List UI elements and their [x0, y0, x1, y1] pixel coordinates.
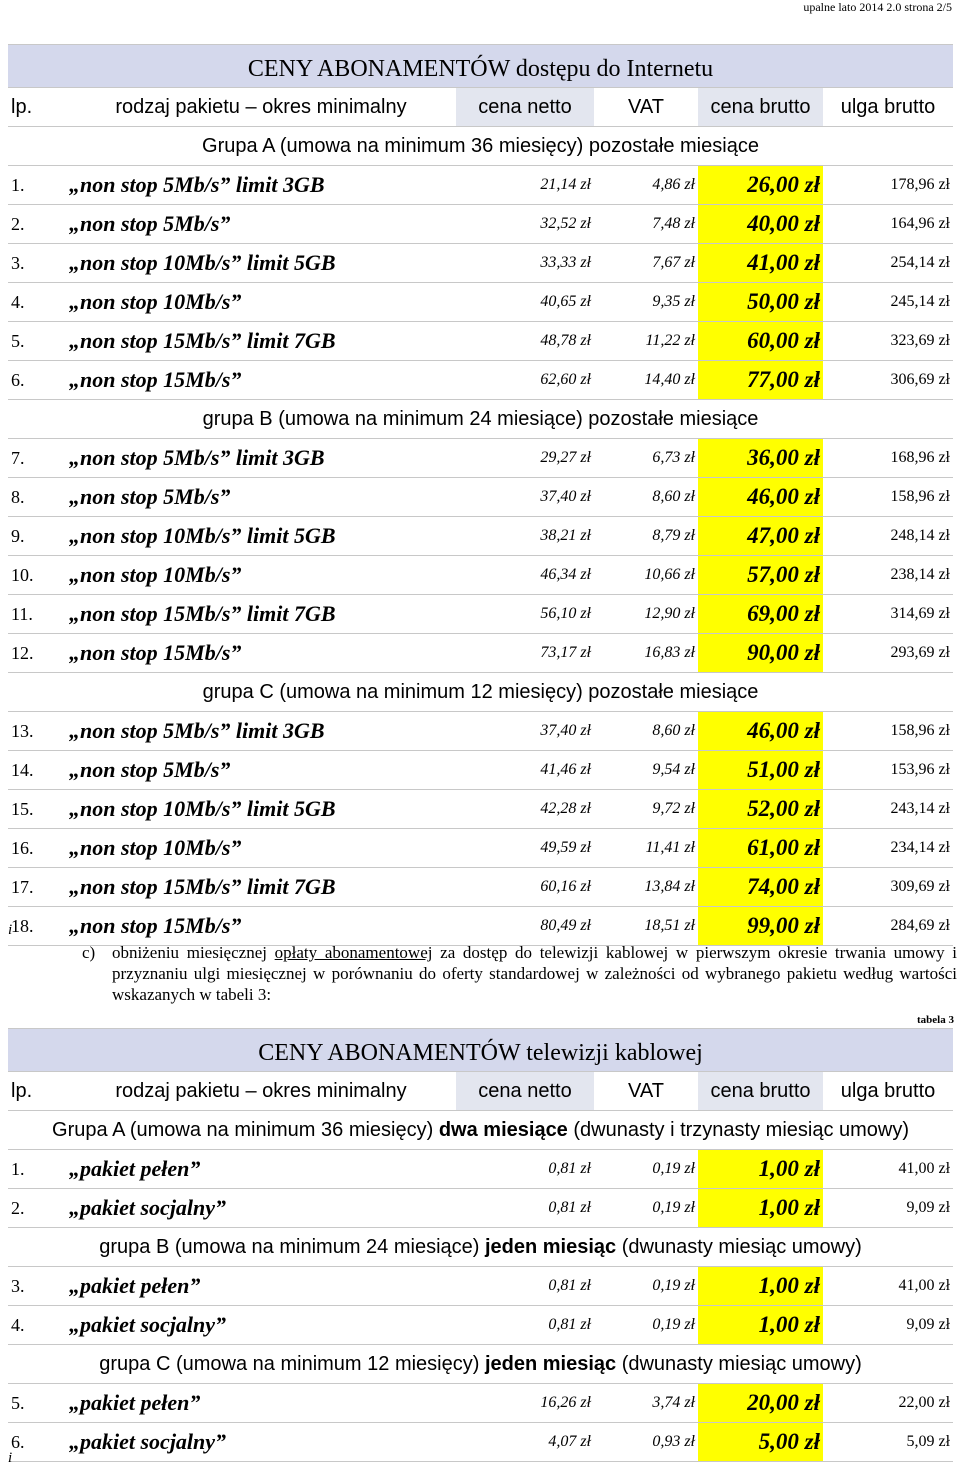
table-row [8, 322, 953, 361]
cell-ulga: 153,96 zł [823, 751, 953, 790]
cell-vat: 11,41 zł [594, 829, 698, 868]
group-label [8, 1111, 953, 1150]
cell-vat: 0,19 zł [594, 1267, 698, 1306]
table-row [8, 1384, 953, 1423]
cell-brutto: 26,00 zł [698, 166, 823, 205]
cell-name: „pakiet pełen” [66, 1384, 456, 1423]
cell-name: „non stop 10Mb/s” [66, 829, 456, 868]
cell-vat: 3,74 zł [594, 1384, 698, 1423]
cell-netto: 46,34 zł [456, 556, 594, 595]
cell-lp: 15. [8, 790, 66, 829]
cell-lp: 8. [8, 478, 66, 517]
cell-lp: 3. [8, 1267, 66, 1306]
cell-name: „non stop 10Mb/s” limit 5GB [66, 790, 456, 829]
cell-brutto: 1,00 zł [698, 1306, 823, 1345]
cell-vat: 6,73 zł [594, 439, 698, 478]
column-header-name: rodzaj pakietu – okres minimalny [66, 1072, 456, 1111]
cell-name: „non stop 10Mb/s” [66, 283, 456, 322]
cell-ulga: 309,69 zł [823, 868, 953, 907]
cell-ulga: 314,69 zł [823, 595, 953, 634]
table-title: CENY ABONAMENTÓW dostępu do Internetu [8, 45, 953, 88]
cell-netto: 41,46 zł [456, 751, 594, 790]
cell-lp: 6. [8, 361, 66, 400]
table-row [8, 868, 953, 907]
cell-lp: 17. [8, 868, 66, 907]
table-row [8, 1306, 953, 1345]
page-header-info: upalne lato 2014 2.0 strona 2/5 [803, 0, 952, 14]
table-row [8, 517, 953, 556]
cell-netto: 29,27 zł [456, 439, 594, 478]
group-header-row [8, 400, 953, 439]
cell-lp: 13. [8, 712, 66, 751]
cell-lp: 7. [8, 439, 66, 478]
column-header-lp: lp. [8, 1072, 66, 1111]
cell-lp: 2. [8, 1189, 66, 1228]
cell-vat: 0,93 zł [594, 1423, 698, 1462]
cell-brutto: 1,00 zł [698, 1267, 823, 1306]
cell-ulga: 5,09 zł [823, 1423, 953, 1462]
cell-name: „non stop 15Mb/s” [66, 361, 456, 400]
column-header-ulga: ulga brutto [823, 1072, 953, 1111]
column-header-ulga: ulga brutto [823, 88, 953, 127]
cell-netto: 40,65 zł [456, 283, 594, 322]
table-row [8, 790, 953, 829]
group-label [8, 1345, 953, 1384]
cell-lp: 4. [8, 1306, 66, 1345]
cell-netto: 21,14 zł [456, 166, 594, 205]
cell-ulga: 9,09 zł [823, 1306, 953, 1345]
cell-netto: 16,26 zł [456, 1384, 594, 1423]
cell-name: „non stop 5Mb/s” [66, 478, 456, 517]
cell-lp: 12. [8, 634, 66, 673]
cell-brutto: 46,00 zł [698, 478, 823, 517]
cell-brutto: 1,00 zł [698, 1189, 823, 1228]
cell-name: „pakiet socjalny” [66, 1306, 456, 1345]
table-row [8, 829, 953, 868]
cell-netto: 49,59 zł [456, 829, 594, 868]
cell-vat: 16,83 zł [594, 634, 698, 673]
cell-lp: 1. [8, 166, 66, 205]
group-label: grupa B (umowa na minimum 24 miesiące) pozostałe miesiące [8, 400, 953, 439]
group-label-post: (dwunasty i trzynasty miesiąc umowy) [567, 1118, 910, 1141]
table-row [8, 556, 953, 595]
cell-brutto: 1,00 zł [698, 1150, 823, 1189]
cell-netto: 42,28 zł [456, 790, 594, 829]
cell-netto: 37,40 zł [456, 712, 594, 751]
cell-netto: 60,16 zł [456, 868, 594, 907]
cell-vat: 8,60 zł [594, 478, 698, 517]
column-header-lp: lp. [8, 88, 66, 127]
column-header-brutto: cena brutto [698, 1072, 823, 1111]
cell-ulga: 178,96 zł [823, 166, 953, 205]
cell-lp: 16. [8, 829, 66, 868]
group-header-row [8, 1111, 953, 1150]
cell-brutto: 99,00 zł [698, 907, 823, 946]
cell-netto: 48,78 zł [456, 322, 594, 361]
cell-vat: 8,60 zł [594, 712, 698, 751]
column-header-row [8, 88, 953, 127]
cell-brutto: 61,00 zł [698, 829, 823, 868]
cell-ulga: 323,69 zł [823, 322, 953, 361]
group-label-bold: dwa miesiące [438, 1118, 568, 1141]
cell-lp: 5. [8, 322, 66, 361]
cell-brutto: 90,00 zł [698, 634, 823, 673]
cell-name: „non stop 10Mb/s” limit 5GB [66, 244, 456, 283]
cell-netto: 33,33 zł [456, 244, 594, 283]
cell-brutto: 52,00 zł [698, 790, 823, 829]
cell-netto: 4,07 zł [456, 1423, 594, 1462]
cell-vat: 14,40 zł [594, 361, 698, 400]
column-header-name: rodzaj pakietu – okres minimalny [66, 88, 456, 127]
group-label-pre: Grupa A (umowa na minimum 36 miesięcy) [52, 1118, 439, 1141]
cell-ulga: 293,69 zł [823, 634, 953, 673]
paragraph-label: c) [82, 943, 96, 962]
cell-vat: 7,48 zł [594, 205, 698, 244]
table-row [8, 712, 953, 751]
group-label: grupa C (umowa na minimum 12 miesięcy) pozostałe miesiące [8, 673, 953, 712]
column-header-row [8, 1072, 953, 1111]
cell-netto: 0,81 zł [456, 1150, 594, 1189]
cell-brutto: 5,00 zł [698, 1423, 823, 1462]
group-label-bold: jeden miesiąc [484, 1352, 617, 1375]
column-header-brutto: cena brutto [698, 88, 823, 127]
cell-vat: 8,79 zł [594, 517, 698, 556]
cell-lp: 14. [8, 751, 66, 790]
table-row [8, 1423, 953, 1462]
group-label-post: (dwunasty miesiąc umowy) [616, 1235, 862, 1258]
cell-brutto: 57,00 zł [698, 556, 823, 595]
group-label-post: (dwunasty miesiąc umowy) [616, 1352, 862, 1375]
cell-vat: 7,67 zł [594, 244, 698, 283]
cell-vat: 10,66 zł [594, 556, 698, 595]
cell-lp: 5. [8, 1384, 66, 1423]
cell-lp: 3. [8, 244, 66, 283]
cell-ulga: 306,69 zł [823, 361, 953, 400]
cell-name: „non stop 10Mb/s” limit 5GB [66, 517, 456, 556]
cell-lp: 4. [8, 283, 66, 322]
cell-brutto: 77,00 zł [698, 361, 823, 400]
cell-ulga: 9,09 zł [823, 1189, 953, 1228]
cell-vat: 4,86 zł [594, 166, 698, 205]
cell-name: „non stop 15Mb/s” limit 7GB [66, 595, 456, 634]
cell-brutto: 74,00 zł [698, 868, 823, 907]
cell-ulga: 168,96 zł [823, 439, 953, 478]
paragraph-text: obniżeniu miesięcznej opłaty abonamentowej za dostęp do telewizji kablowej w pierwszym okresie trwania umowy i przyznaniu ulgi miesięcznej w porównaniu do oferty standardowej w zależności od wybranego pakietu według wartości wskazanych w tabeli 3: [112, 943, 957, 1004]
table-row [8, 1150, 953, 1189]
table-title-row [8, 1029, 953, 1072]
margin-marker-bottom: i [8, 1450, 13, 1466]
table-title: CENY ABONAMENTÓW telewizji kablowej [8, 1029, 953, 1072]
cell-ulga: 238,14 zł [823, 556, 953, 595]
cell-ulga: 284,69 zł [823, 907, 953, 946]
cell-name: „pakiet pełen” [66, 1150, 456, 1189]
cell-name: „non stop 15Mb/s” limit 7GB [66, 322, 456, 361]
column-header-netto: cena netto [456, 88, 594, 127]
tv-price-table [8, 1028, 953, 1462]
cell-name: „non stop 5Mb/s” limit 3GB [66, 166, 456, 205]
cell-brutto: 69,00 zł [698, 595, 823, 634]
table-row [8, 439, 953, 478]
cell-lp: 1. [8, 1150, 66, 1189]
cell-ulga: 245,14 zł [823, 283, 953, 322]
column-header-netto: cena netto [456, 1072, 594, 1111]
cell-netto: 37,40 zł [456, 478, 594, 517]
cell-brutto: 36,00 zł [698, 439, 823, 478]
table-row [8, 595, 953, 634]
table-row [8, 361, 953, 400]
cell-netto: 62,60 zł [456, 361, 594, 400]
cell-name: „pakiet socjalny” [66, 1423, 456, 1462]
cell-brutto: 41,00 zł [698, 244, 823, 283]
group-header-row [8, 127, 953, 166]
cell-name: „non stop 15Mb/s” [66, 634, 456, 673]
group-header-row [8, 1228, 953, 1267]
cell-name: „non stop 5Mb/s” limit 3GB [66, 712, 456, 751]
cell-name: „non stop 15Mb/s” limit 7GB [66, 868, 456, 907]
cell-name: „pakiet socjalny” [66, 1189, 456, 1228]
cell-ulga: 158,96 zł [823, 478, 953, 517]
table-row [8, 751, 953, 790]
cell-name: „non stop 10Mb/s” [66, 556, 456, 595]
cell-lp: 6. [8, 1423, 66, 1462]
cell-vat: 0,19 zł [594, 1306, 698, 1345]
table-row [8, 1267, 953, 1306]
cell-vat: 9,35 zł [594, 283, 698, 322]
margin-marker: i [8, 922, 13, 938]
cell-netto: 0,81 zł [456, 1267, 594, 1306]
group-label-pre: grupa B (umowa na minimum 24 miesiące) [99, 1235, 485, 1258]
cell-brutto: 20,00 zł [698, 1384, 823, 1423]
cell-netto: 0,81 zł [456, 1306, 594, 1345]
table-row [8, 283, 953, 322]
cell-vat: 0,19 zł [594, 1189, 698, 1228]
cell-lp: 2. [8, 205, 66, 244]
table-row [8, 907, 953, 946]
table-row [8, 205, 953, 244]
cell-netto: 0,81 zł [456, 1189, 594, 1228]
cell-name: „non stop 15Mb/s” [66, 907, 456, 946]
table-title-row [8, 45, 953, 88]
cell-vat: 18,51 zł [594, 907, 698, 946]
group-label: Grupa A (umowa na minimum 36 miesięcy) pozostałe miesiące [8, 127, 953, 166]
table-row [8, 244, 953, 283]
tabela-label: tabela 3 [917, 1014, 954, 1026]
group-header-row [8, 673, 953, 712]
cell-name: „non stop 5Mb/s” [66, 751, 456, 790]
cell-netto: 80,49 zł [456, 907, 594, 946]
cell-name: „non stop 5Mb/s” limit 3GB [66, 439, 456, 478]
cell-ulga: 248,14 zł [823, 517, 953, 556]
cell-ulga: 164,96 zł [823, 205, 953, 244]
cell-lp: 9. [8, 517, 66, 556]
cell-ulga: 254,14 zł [823, 244, 953, 283]
cell-name: „pakiet pełen” [66, 1267, 456, 1306]
cell-brutto: 40,00 zł [698, 205, 823, 244]
cell-brutto: 51,00 zł [698, 751, 823, 790]
cell-brutto: 60,00 zł [698, 322, 823, 361]
cell-ulga: 234,14 zł [823, 829, 953, 868]
cell-vat: 13,84 zł [594, 868, 698, 907]
cell-lp: 11. [8, 595, 66, 634]
internet-price-table [8, 44, 953, 946]
cell-vat: 12,90 zł [594, 595, 698, 634]
cell-brutto: 47,00 zł [698, 517, 823, 556]
cell-brutto: 46,00 zł [698, 712, 823, 751]
cell-vat: 9,72 zł [594, 790, 698, 829]
paragraph-c [82, 942, 957, 1005]
cell-vat: 9,54 zł [594, 751, 698, 790]
cell-ulga: 41,00 zł [823, 1267, 953, 1306]
cell-lp: 18. [8, 907, 66, 946]
group-label-pre: grupa C (umowa na minimum 12 miesięcy) [99, 1352, 485, 1375]
cell-brutto: 50,00 zł [698, 283, 823, 322]
table-row [8, 478, 953, 517]
table-row [8, 1189, 953, 1228]
cell-ulga: 158,96 zł [823, 712, 953, 751]
cell-ulga: 243,14 zł [823, 790, 953, 829]
table-row [8, 634, 953, 673]
cell-ulga: 22,00 zł [823, 1384, 953, 1423]
cell-netto: 32,52 zł [456, 205, 594, 244]
cell-netto: 56,10 zł [456, 595, 594, 634]
table-row [8, 166, 953, 205]
cell-name: „non stop 5Mb/s” [66, 205, 456, 244]
column-header-vat: VAT [594, 88, 698, 127]
cell-vat: 11,22 zł [594, 322, 698, 361]
underlined-phrase: opłaty abonamentowej [274, 943, 433, 962]
cell-lp: 10. [8, 556, 66, 595]
cell-netto: 38,21 zł [456, 517, 594, 556]
group-label [8, 1228, 953, 1267]
cell-netto: 73,17 zł [456, 634, 594, 673]
group-label-bold: jeden miesiąc [484, 1235, 617, 1258]
cell-vat: 0,19 zł [594, 1150, 698, 1189]
group-header-row [8, 1345, 953, 1384]
cell-ulga: 41,00 zł [823, 1150, 953, 1189]
column-header-vat: VAT [594, 1072, 698, 1111]
